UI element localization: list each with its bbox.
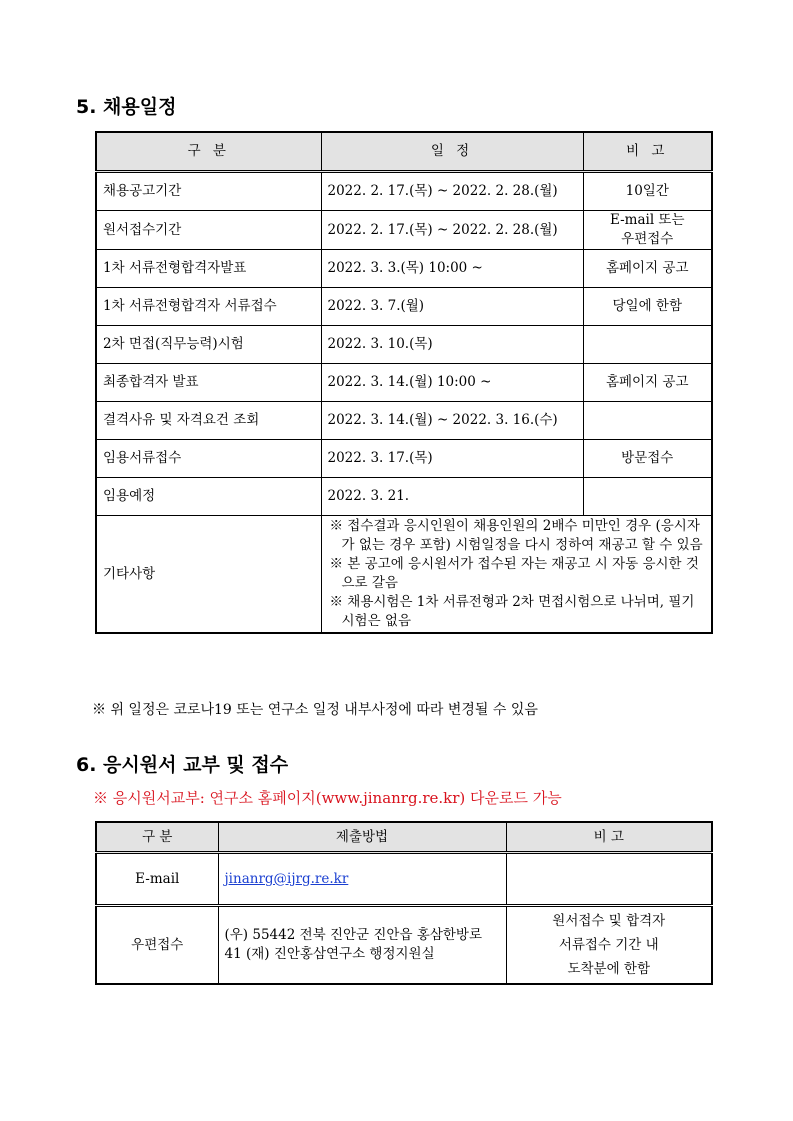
row-note: 당일에 한함 xyxy=(583,288,712,326)
note-line: 도착분에 한함 xyxy=(567,961,651,977)
table-row xyxy=(96,853,712,906)
row-note: 홈페이지 공고 xyxy=(583,250,712,288)
table-row xyxy=(96,906,712,985)
row-method xyxy=(218,853,506,906)
table-row xyxy=(96,478,712,516)
row-method xyxy=(218,906,506,985)
email-link[interactable]: jinanrg@ijrg.re.kr xyxy=(224,870,349,887)
row-note xyxy=(506,853,712,906)
row-note xyxy=(583,402,712,440)
etc-note: ※ 채용시험은 1차 서류전형과 2차 면접시험으로 나뉘며, 필기 시험은 없음 xyxy=(329,594,695,629)
row-note xyxy=(583,211,712,250)
table-row xyxy=(96,211,712,250)
row-note: 방문접수 xyxy=(583,440,712,478)
row-category: 결격사유 및 자격요건 조회 xyxy=(96,402,321,440)
header-category: 구 분 xyxy=(96,132,321,172)
row-category: E-mail xyxy=(96,853,218,906)
row-category: 2차 면접(직무능력)시험 xyxy=(96,326,321,364)
note-line: 서류접수 기간 내 xyxy=(558,937,659,953)
schedule-table xyxy=(95,131,713,634)
etc-note: ※ 본 공고에 응시원서가 접수된 자는 재공고 시 자동 응시한 것으로 갈음 xyxy=(329,556,699,591)
header-schedule: 일 정 xyxy=(321,132,583,172)
row-note: 홈페이지 공고 xyxy=(583,364,712,402)
etc-notes xyxy=(321,516,712,634)
schedule-table-header xyxy=(96,132,712,172)
row-schedule: 2022. 3. 3.(목) 10:00 ~ xyxy=(321,250,583,288)
row-note xyxy=(583,478,712,516)
table-row xyxy=(96,288,712,326)
table-row-etc xyxy=(96,516,712,634)
row-schedule: 2022. 3. 14.(월) 10:00 ~ xyxy=(321,364,583,402)
row-category: 채용공고기간 xyxy=(96,172,321,211)
note-line: 우편접수 xyxy=(621,231,674,247)
method-line: 41 (재) 진안홍삼연구소 행정지원실 xyxy=(224,946,435,962)
table-row xyxy=(96,402,712,440)
table-row xyxy=(96,172,712,211)
etc-note: ※ 접수결과 응시인원이 채용인원의 2배수 미만인 경우 (응시자가 없는 경우 포함) 시험일정을 다시 정하여 재공고 할 수 있음 xyxy=(329,518,703,553)
note-line: E-mail 또는 xyxy=(609,212,685,228)
row-category: 우편접수 xyxy=(96,906,218,985)
row-category: 1차 서류전형합격자 서류접수 xyxy=(96,288,321,326)
header-note: 비 고 xyxy=(583,132,712,172)
row-category: 임용서류접수 xyxy=(96,440,321,478)
row-schedule: 2022. 3. 10.(목) xyxy=(321,326,583,364)
header-note: 비 고 xyxy=(506,822,712,853)
table-row xyxy=(96,326,712,364)
row-schedule: 2022. 3. 17.(목) xyxy=(321,440,583,478)
row-category: 원서접수기간 xyxy=(96,211,321,250)
method-line: (우) 55442 전북 진안군 진안읍 홍삼한방로 xyxy=(224,927,483,943)
row-schedule: 2022. 3. 21. xyxy=(321,478,583,516)
row-schedule: 2022. 2. 17.(목) ~ 2022. 2. 28.(월) xyxy=(321,211,583,250)
note-line: 원서접수 및 합격자 xyxy=(552,913,666,929)
row-note xyxy=(506,906,712,985)
header-category: 구 분 xyxy=(96,822,218,853)
section-6-title: 6. 응시원서 교부 및 접수 xyxy=(76,754,289,776)
table-row xyxy=(96,250,712,288)
table-row xyxy=(96,440,712,478)
etc-category: 기타사항 xyxy=(96,516,321,634)
submission-table xyxy=(95,821,713,985)
submission-table-header xyxy=(96,822,712,853)
row-schedule: 2022. 3. 14.(월) ~ 2022. 3. 16.(수) xyxy=(321,402,583,440)
row-note: 10일간 xyxy=(583,172,712,211)
row-schedule: 2022. 2. 17.(목) ~ 2022. 2. 28.(월) xyxy=(321,172,583,211)
schedule-footnote: ※ 위 일정은 코로나19 또는 연구소 일정 내부사정에 따라 변경될 수 있음 xyxy=(92,702,538,718)
row-category: 1차 서류전형합격자발표 xyxy=(96,250,321,288)
row-note xyxy=(583,326,712,364)
table-row xyxy=(96,364,712,402)
row-category: 최종합격자 발표 xyxy=(96,364,321,402)
row-category: 임용예정 xyxy=(96,478,321,516)
header-method: 제출방법 xyxy=(218,822,506,853)
section-5-title: 5. 채용일정 xyxy=(76,96,177,118)
row-schedule: 2022. 3. 7.(월) xyxy=(321,288,583,326)
download-notice: ※ 응시원서교부: 연구소 홈페이지(www.jinanrg.re.kr) 다운로드 가능 xyxy=(93,789,562,807)
